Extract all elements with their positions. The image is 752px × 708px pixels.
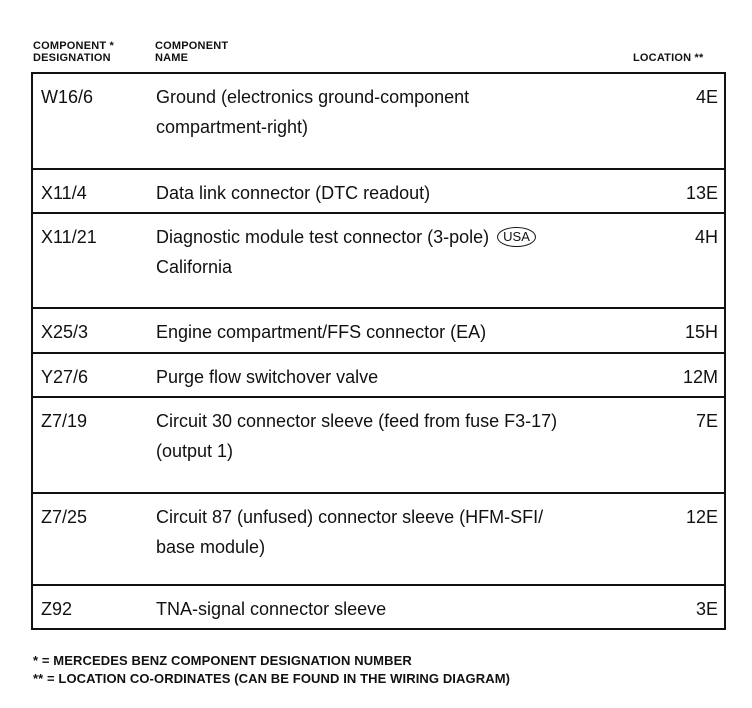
component-table [31,72,726,630]
component-designation: W16/6 [41,87,94,107]
component-name-line2: (output 1) [156,441,234,461]
table-row [33,212,724,307]
component-name [156,317,656,347]
component-name-line1: Circuit 30 connector sleeve (feed from fuse F3-17) [156,411,558,431]
component-designation: X11/21 [41,227,97,247]
table-row [33,168,724,212]
header-designation-line1: COMPONENT * [33,40,115,52]
header-name-line2: NAME [155,52,189,64]
component-designation: Y27/6 [41,367,89,387]
component-name-line1: Purge flow switchover valve [156,367,379,387]
component-name-line2: base module) [156,537,266,557]
header-name-line1: COMPONENT [155,40,229,52]
component-name [156,82,656,142]
component-location: 4E [695,87,718,107]
component-name-line1 [156,222,656,252]
table-row [33,492,724,584]
table-row [33,584,724,628]
footnote-designation: * = MERCEDES BENZ COMPONENT DESIGNATION NUMBER [33,653,412,668]
component-name [156,362,656,392]
table-row [33,74,724,168]
table-row [33,307,724,352]
component-name-line1: Data link connector (DTC readout) [156,183,431,203]
component-location: 13E [685,183,718,203]
table-row [33,396,724,492]
component-location: 3E [695,599,718,619]
component-name-line1: Engine compartment/FFS connector (EA) [156,322,487,342]
usa-badge-icon: USA [497,227,536,247]
header-location-label: LOCATION ** [633,52,704,64]
component-name-line1: Ground (electronics ground-component [156,87,470,107]
table-row [33,352,724,396]
component-designation: Z7/19 [41,411,88,431]
component-designation: X11/4 [41,183,87,203]
header-location [633,52,703,64]
component-name [156,222,656,282]
component-location: 12E [685,507,718,527]
component-name [156,502,656,562]
component-location: 7E [695,411,718,431]
component-name-line1: TNA-signal connector sleeve [156,599,387,619]
component-name-text: Diagnostic module test connector (3-pole) [156,227,490,247]
component-location: 15H [684,322,718,342]
header-designation-line2: DESIGNATION [33,52,111,64]
component-name-line2: compartment-right) [156,117,309,137]
component-location: 4H [694,227,718,247]
component-designation: Z7/25 [41,507,88,527]
footnote-location: ** = LOCATION CO-ORDINATES (CAN BE FOUND IN THE WIRING DIAGRAM) [33,671,511,686]
component-name [156,594,656,624]
component-designation: Z92 [41,599,73,619]
component-designation: X25/3 [41,322,89,342]
component-name-line1: Circuit 87 (unfused) connector sleeve (HFM-SFI/ [156,507,544,527]
header-component-name [155,40,228,64]
component-location: 12M [682,367,718,387]
component-name [156,178,656,208]
component-name [156,406,656,466]
header-component-designation [33,40,114,64]
component-name-line2: California [156,257,233,277]
